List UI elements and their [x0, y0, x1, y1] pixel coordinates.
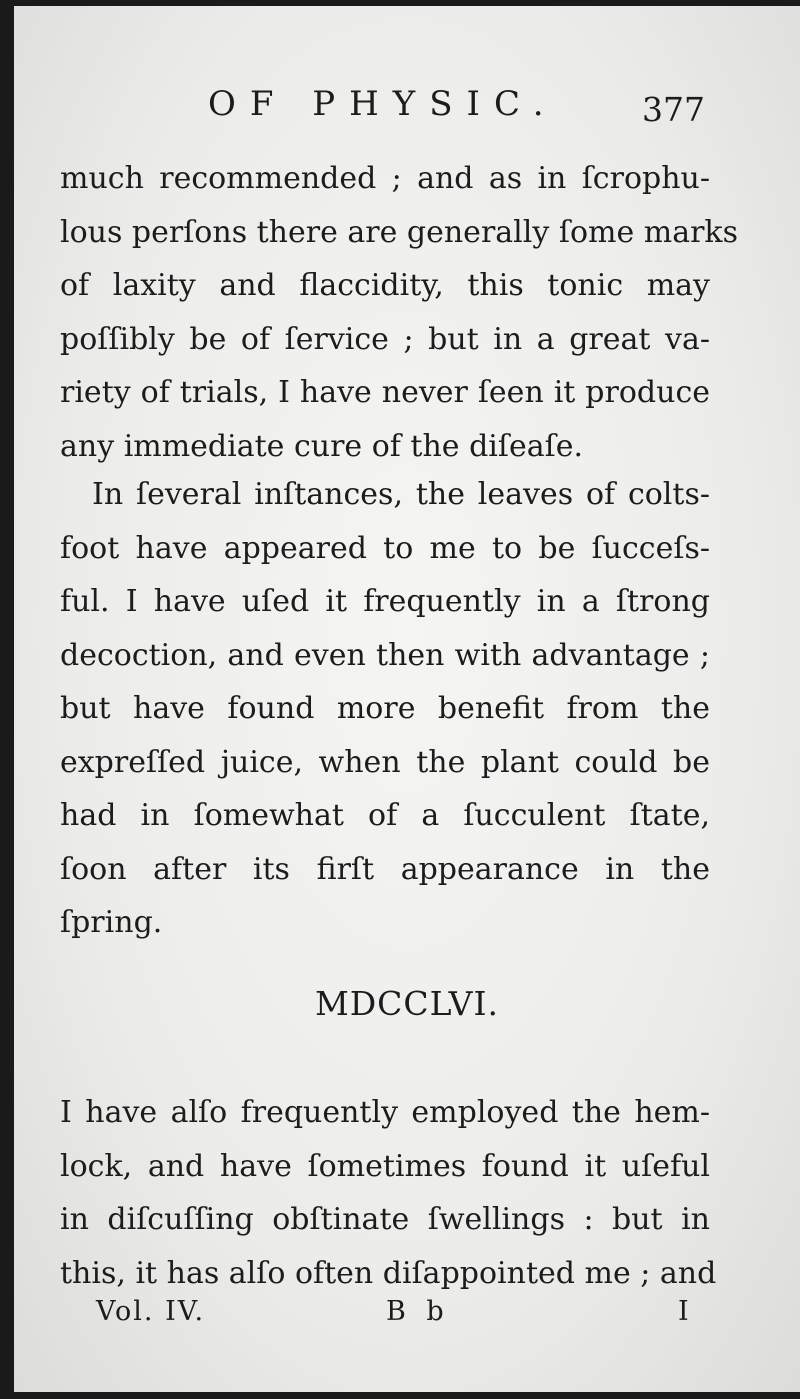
text-line: this, it has alſo often diſappointed me ; and — [60, 1255, 717, 1291]
text-line: had in ſomewhat of a ſucculent ſtate, — [60, 798, 710, 833]
catchword: I — [678, 1296, 689, 1327]
page-footer — [14, 1296, 800, 1336]
page-header — [14, 84, 800, 134]
text-line: lock, and have ſometimes found it uſeful — [60, 1148, 710, 1184]
running-title: OF PHYSIC. — [208, 84, 558, 124]
text-line: in diſcuſſing obſtinate ſwellings : but in — [60, 1202, 710, 1237]
section-heading: MDCCLVI. — [314, 984, 500, 1023]
text-line: expreſſed juice, when the plant could be — [60, 744, 710, 780]
page-number: 377 — [642, 90, 705, 129]
text-line: lous perſons there are generally ſome marks — [60, 214, 738, 250]
text-line: ſoon after its firſt appearance in the — [60, 851, 710, 887]
text-line: ſpring. — [60, 905, 163, 940]
text-line: ful. I have uſed it frequently in a ſtrong — [60, 584, 710, 619]
text-line: In ſeveral inſtances, the leaves of colts- — [92, 477, 710, 512]
text-line: any immediate cure of the diſeaſe. — [60, 428, 584, 464]
paragraph-3 — [60, 1086, 717, 1300]
text-line: riety of trials, I have never ſeen it produce — [60, 375, 710, 410]
text-line: much recommended ; and as in ſcrophu- — [60, 161, 710, 196]
book-page — [14, 6, 800, 1392]
text-line: foot have appeared to me to be ſucceſs- — [60, 530, 710, 566]
volume-label: Vol. IV. — [96, 1296, 206, 1327]
signature-mark: B b — [386, 1296, 450, 1327]
text-line: poſſibly be of ſervice ; but in a great va- — [60, 321, 710, 357]
paragraph-1 — [60, 152, 738, 473]
text-line: but have found more benefit from the — [60, 691, 710, 726]
text-line: decoction, and even then with advantage ; — [60, 637, 710, 673]
text-line: of laxity and flaccidity, this tonic may — [60, 268, 710, 303]
text-line: I have alſo frequently employed the hem- — [60, 1095, 710, 1130]
paragraph-2 — [60, 468, 710, 950]
